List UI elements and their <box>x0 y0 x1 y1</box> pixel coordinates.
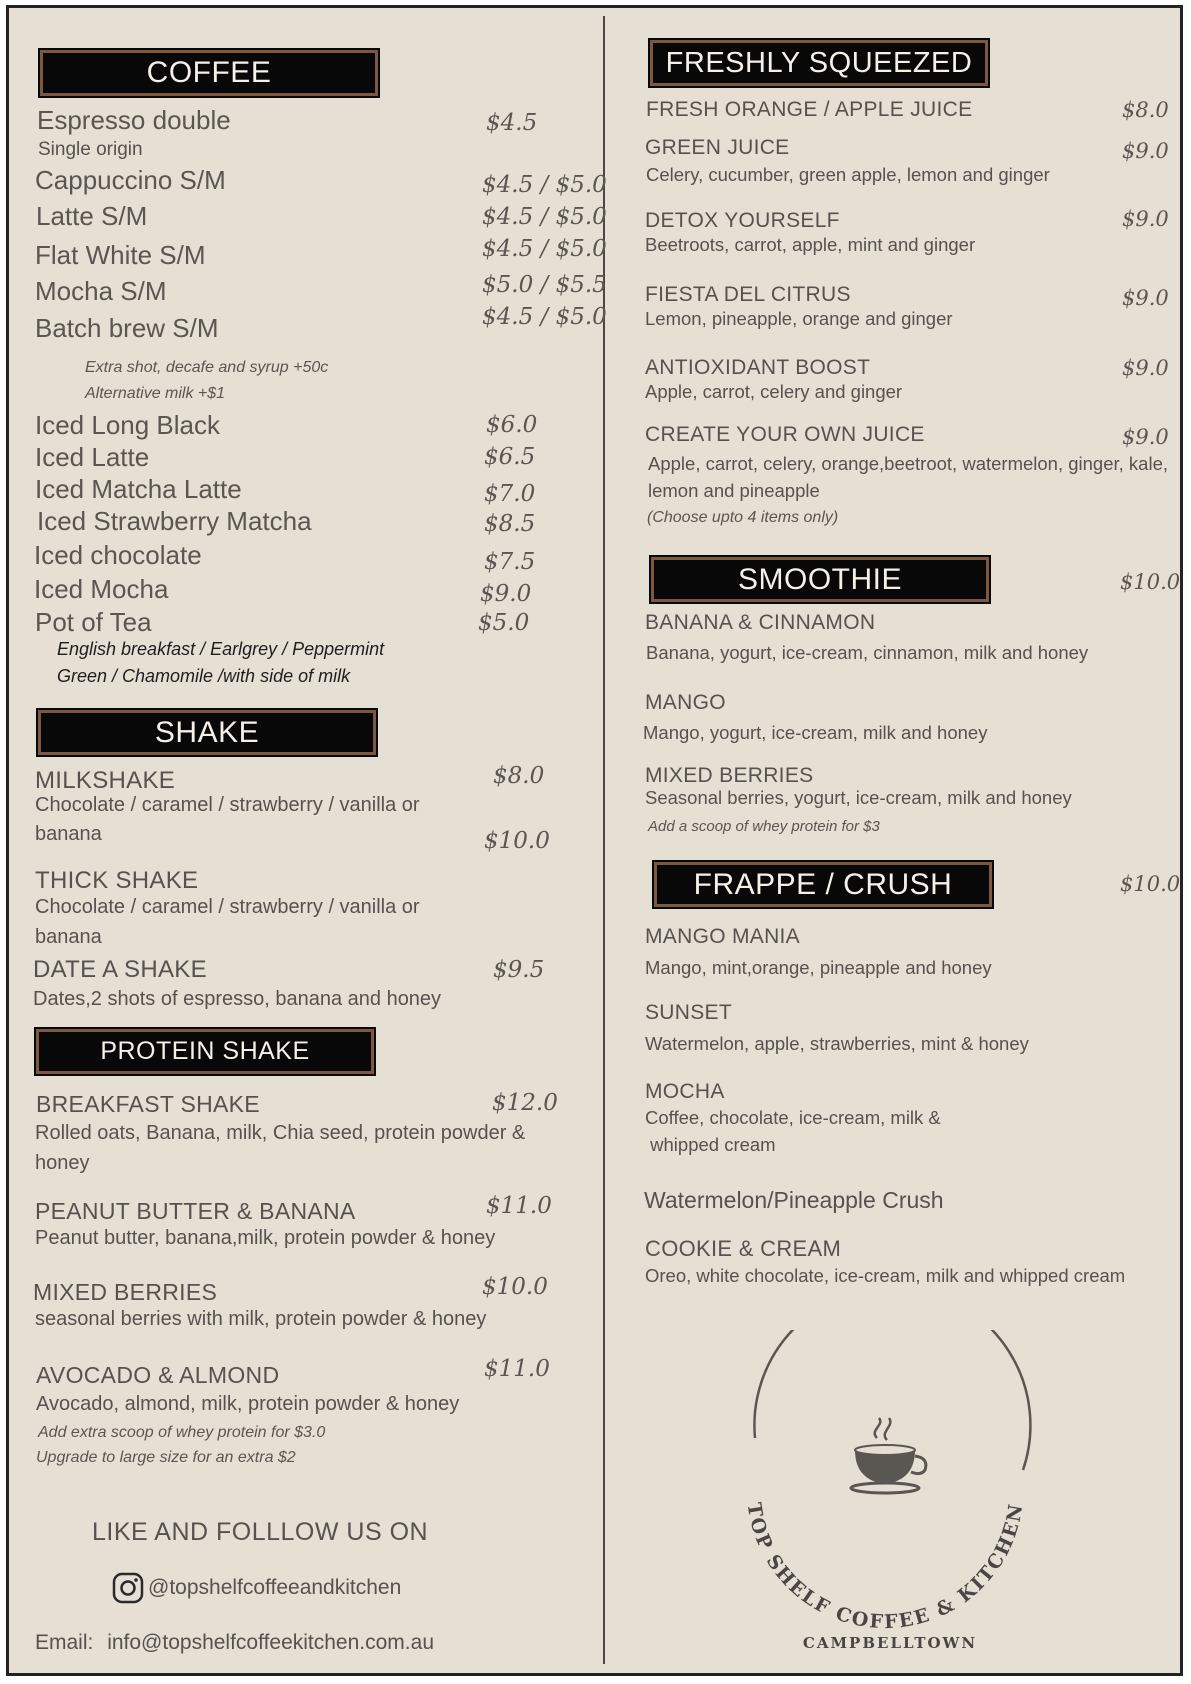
mocha-price: $5.0 / $5.5 <box>482 272 607 298</box>
freshly-squeezed-header: FRESHLY SQUEEZED <box>650 40 988 86</box>
tea-options-line1: English breakfast / Earlgrey / Peppermint <box>57 639 385 659</box>
iced-strawberry-matcha-price: $8.5 <box>484 511 536 537</box>
breakfast-shake-desc1: Rolled oats, Banana, milk, Chia seed, protein powder & <box>35 1122 526 1144</box>
logo-name: TOP SHELF COFFEE & KITCHEN <box>742 1500 1028 1634</box>
sunset-desc: Watermelon, apple, strawberries, mint & honey <box>645 1033 1029 1054</box>
iced-long-black-name: Iced Long Black <box>35 410 221 440</box>
iced-chocolate-name: Iced chocolate <box>34 540 202 570</box>
iced-strawberry-matcha-name: Iced Strawberry Matcha <box>37 506 312 536</box>
iced-chocolate-price: $7.5 <box>484 549 536 575</box>
milkshake-desc1: Chocolate / caramel / strawberry / vanilla or <box>35 794 420 816</box>
svg-text:TOP SHELF COFFEE & KITCHEN <box>743 1501 1028 1633</box>
frappe-price: $10.0 <box>1120 872 1181 896</box>
thick-shake-desc2: banana <box>35 926 102 948</box>
detox-price: $9.0 <box>1122 207 1169 231</box>
milkshake-price: $8.0 <box>493 763 545 789</box>
mango-smoothie-desc: Mango, yogurt, ice-cream, milk and honey <box>643 722 988 743</box>
avocado-almond-desc: Avocado, almond, milk, protein powder & honey <box>36 1393 460 1415</box>
date-shake-name: DATE A SHAKE <box>33 956 207 983</box>
detox-desc: Beetroots, carrot, apple, mint and ginger <box>645 234 976 255</box>
banana-cinnamon-name: BANANA & CINNAMON <box>645 611 876 634</box>
iced-matcha-latte-name: Iced Matcha Latte <box>35 474 242 504</box>
banana-cinnamon-desc: Banana, yogurt, ice-cream, cinnamon, milk and honey <box>646 642 1089 663</box>
create-juice-desc1: Apple, carrot, celery, orange,beetroot, watermelon, ginger, kale, <box>648 453 1168 474</box>
watermelon-pineapple-crush-name: Watermelon/Pineapple Crush <box>644 1187 944 1213</box>
milkshake-name: MILKSHAKE <box>35 767 176 794</box>
shake-header: SHAKE <box>38 710 376 755</box>
protein-mixed-berries-desc: seasonal berries with milk, protein powder & honey <box>35 1308 487 1330</box>
antioxidant-desc: Apple, carrot, celery and ginger <box>645 381 903 402</box>
mango-smoothie-name: MANGO <box>645 691 726 714</box>
pot-of-tea-price: $5.0 <box>478 610 530 636</box>
follow-us-heading: LIKE AND FOLLLOW US ON <box>92 1518 429 1546</box>
iced-long-black-price: $6.0 <box>486 412 538 438</box>
thick-shake-desc1: Chocolate / caramel / strawberry / vanilla or <box>35 896 420 918</box>
espresso-sub: Single origin <box>38 139 143 160</box>
alt-milk-note: Alternative milk +$1 <box>85 385 226 402</box>
iced-latte-price: $6.5 <box>484 444 536 470</box>
iced-mocha-name: Iced Mocha <box>34 574 169 604</box>
flat-white-price: $4.5 / $5.0 <box>482 236 607 262</box>
batch-brew-price: $4.5 / $5.0 <box>482 304 607 330</box>
coffee-header: COFFEE <box>40 50 378 96</box>
peanut-banana-name: PEANUT BUTTER & BANANA <box>35 1198 356 1224</box>
create-juice-name: CREATE YOUR OWN JUICE <box>645 423 925 446</box>
antioxidant-price: $9.0 <box>1122 356 1169 380</box>
peanut-banana-desc: Peanut butter, banana,milk, protein powder & honey <box>35 1227 496 1249</box>
instagram-icon <box>112 1572 144 1604</box>
instagram-handle: @topshelfcoffeeandkitchen <box>148 1576 402 1599</box>
email-address[interactable]: info@topshelfcoffeekitchen.com.au <box>107 1631 434 1654</box>
extras-note: Extra shot, decafe and syrup +50c <box>85 359 329 376</box>
mango-mania-desc: Mango, mint,orange, pineapple and honey <box>645 957 992 978</box>
breakfast-shake-price: $12.0 <box>492 1090 558 1116</box>
thick-shake-price: $10.0 <box>484 828 550 854</box>
mocha-name: Mocha S/M <box>35 276 167 306</box>
cappuccino-name: Cappuccino S/M <box>35 165 226 195</box>
iced-latte-name: Iced Latte <box>35 442 150 472</box>
create-juice-price: $9.0 <box>1122 425 1169 449</box>
batch-brew-name: Batch brew S/M <box>35 313 219 343</box>
iced-matcha-latte-price: $7.0 <box>484 481 536 507</box>
logo-location: CAMPBELLTOWN <box>802 1634 978 1652</box>
orange-apple-juice-price: $8.0 <box>1122 98 1169 122</box>
smoothie-price: $10.0 <box>1120 570 1181 594</box>
flat-white-name: Flat White S/M <box>35 240 206 270</box>
coffee-cup-icon <box>851 1418 926 1493</box>
instagram-link[interactable] <box>112 1572 401 1604</box>
date-shake-desc: Dates,2 shots of espresso, banana and honey <box>33 988 442 1010</box>
protein-mixed-berries-name: MIXED BERRIES <box>33 1279 218 1305</box>
sunset-name: SUNSET <box>645 1001 732 1024</box>
cookie-cream-desc: Oreo, white chocolate, ice-cream, milk and whipped cream <box>645 1265 1126 1286</box>
fiesta-price: $9.0 <box>1122 286 1169 310</box>
smoothie-note: Add a scoop of whey protein for $3 <box>648 818 880 835</box>
espresso-name: Espresso double <box>37 105 231 135</box>
thick-shake-name: THICK SHAKE <box>35 867 199 894</box>
frappe-mocha-desc1: Coffee, chocolate, ice-cream, milk & <box>645 1107 941 1128</box>
breakfast-shake-desc2: honey <box>35 1152 90 1174</box>
cafe-logo <box>735 1330 1035 1670</box>
column-divider <box>603 16 605 1664</box>
smoothie-header: SMOOTHIE <box>651 557 989 602</box>
iced-mocha-price: $9.0 <box>480 581 532 607</box>
protein-mixed-berries-price: $10.0 <box>482 1274 548 1300</box>
protein-shake-header: PROTEIN SHAKE <box>36 1029 374 1074</box>
frappe-mocha-desc2: whipped cream <box>645 1134 776 1155</box>
green-juice-name: GREEN JUICE <box>645 136 790 159</box>
latte-price: $4.5 / $5.0 <box>482 204 607 230</box>
tea-options-line2: Green / Chamomile /with side of milk <box>57 666 351 686</box>
latte-name: Latte S/M <box>36 201 148 231</box>
breakfast-shake-name: BREAKFAST SHAKE <box>36 1091 260 1117</box>
frappe-mocha-name: MOCHA <box>645 1080 725 1103</box>
orange-apple-juice-name: FRESH ORANGE / APPLE JUICE <box>646 98 973 121</box>
mango-mania-name: MANGO MANIA <box>645 925 800 948</box>
protein-note2: Upgrade to large size for an extra $2 <box>36 1449 296 1466</box>
fiesta-name: FIESTA DEL CITRUS <box>645 283 851 306</box>
email-label: Email: <box>35 1631 94 1654</box>
peanut-banana-price: $11.0 <box>486 1193 552 1219</box>
avocado-almond-price: $11.0 <box>484 1356 550 1382</box>
antioxidant-name: ANTIOXIDANT BOOST <box>645 356 871 379</box>
email-line <box>35 1631 434 1655</box>
smoothie-mixed-berries-name: MIXED BERRIES <box>645 764 814 787</box>
espresso-price: $4.5 <box>486 110 538 136</box>
avocado-almond-name: AVOCADO & ALMOND <box>36 1362 280 1388</box>
detox-name: DETOX YOURSELF <box>645 209 840 232</box>
pot-of-tea-name: Pot of Tea <box>35 607 152 637</box>
smoothie-mixed-berries-desc: Seasonal berries, yogurt, ice-cream, milk and honey <box>645 787 1072 808</box>
protein-note1: Add extra scoop of whey protein for $3.0 <box>38 1424 326 1441</box>
cappuccino-price: $4.5 / $5.0 <box>482 172 607 198</box>
milkshake-desc2: banana <box>35 823 102 845</box>
cookie-cream-name: COOKIE & CREAM <box>645 1236 842 1261</box>
date-shake-price: $9.5 <box>493 957 545 983</box>
create-juice-desc2: lemon and pineapple <box>648 480 820 501</box>
green-juice-desc: Celery, cucumber, green apple, lemon and ginger <box>646 164 1050 185</box>
fiesta-desc: Lemon, pineapple, orange and ginger <box>645 308 953 329</box>
frappe-crush-header: FRAPPE / CRUSH <box>654 862 992 907</box>
green-juice-price: $9.0 <box>1122 139 1169 163</box>
create-juice-note: (Choose upto 4 items only) <box>647 509 839 526</box>
